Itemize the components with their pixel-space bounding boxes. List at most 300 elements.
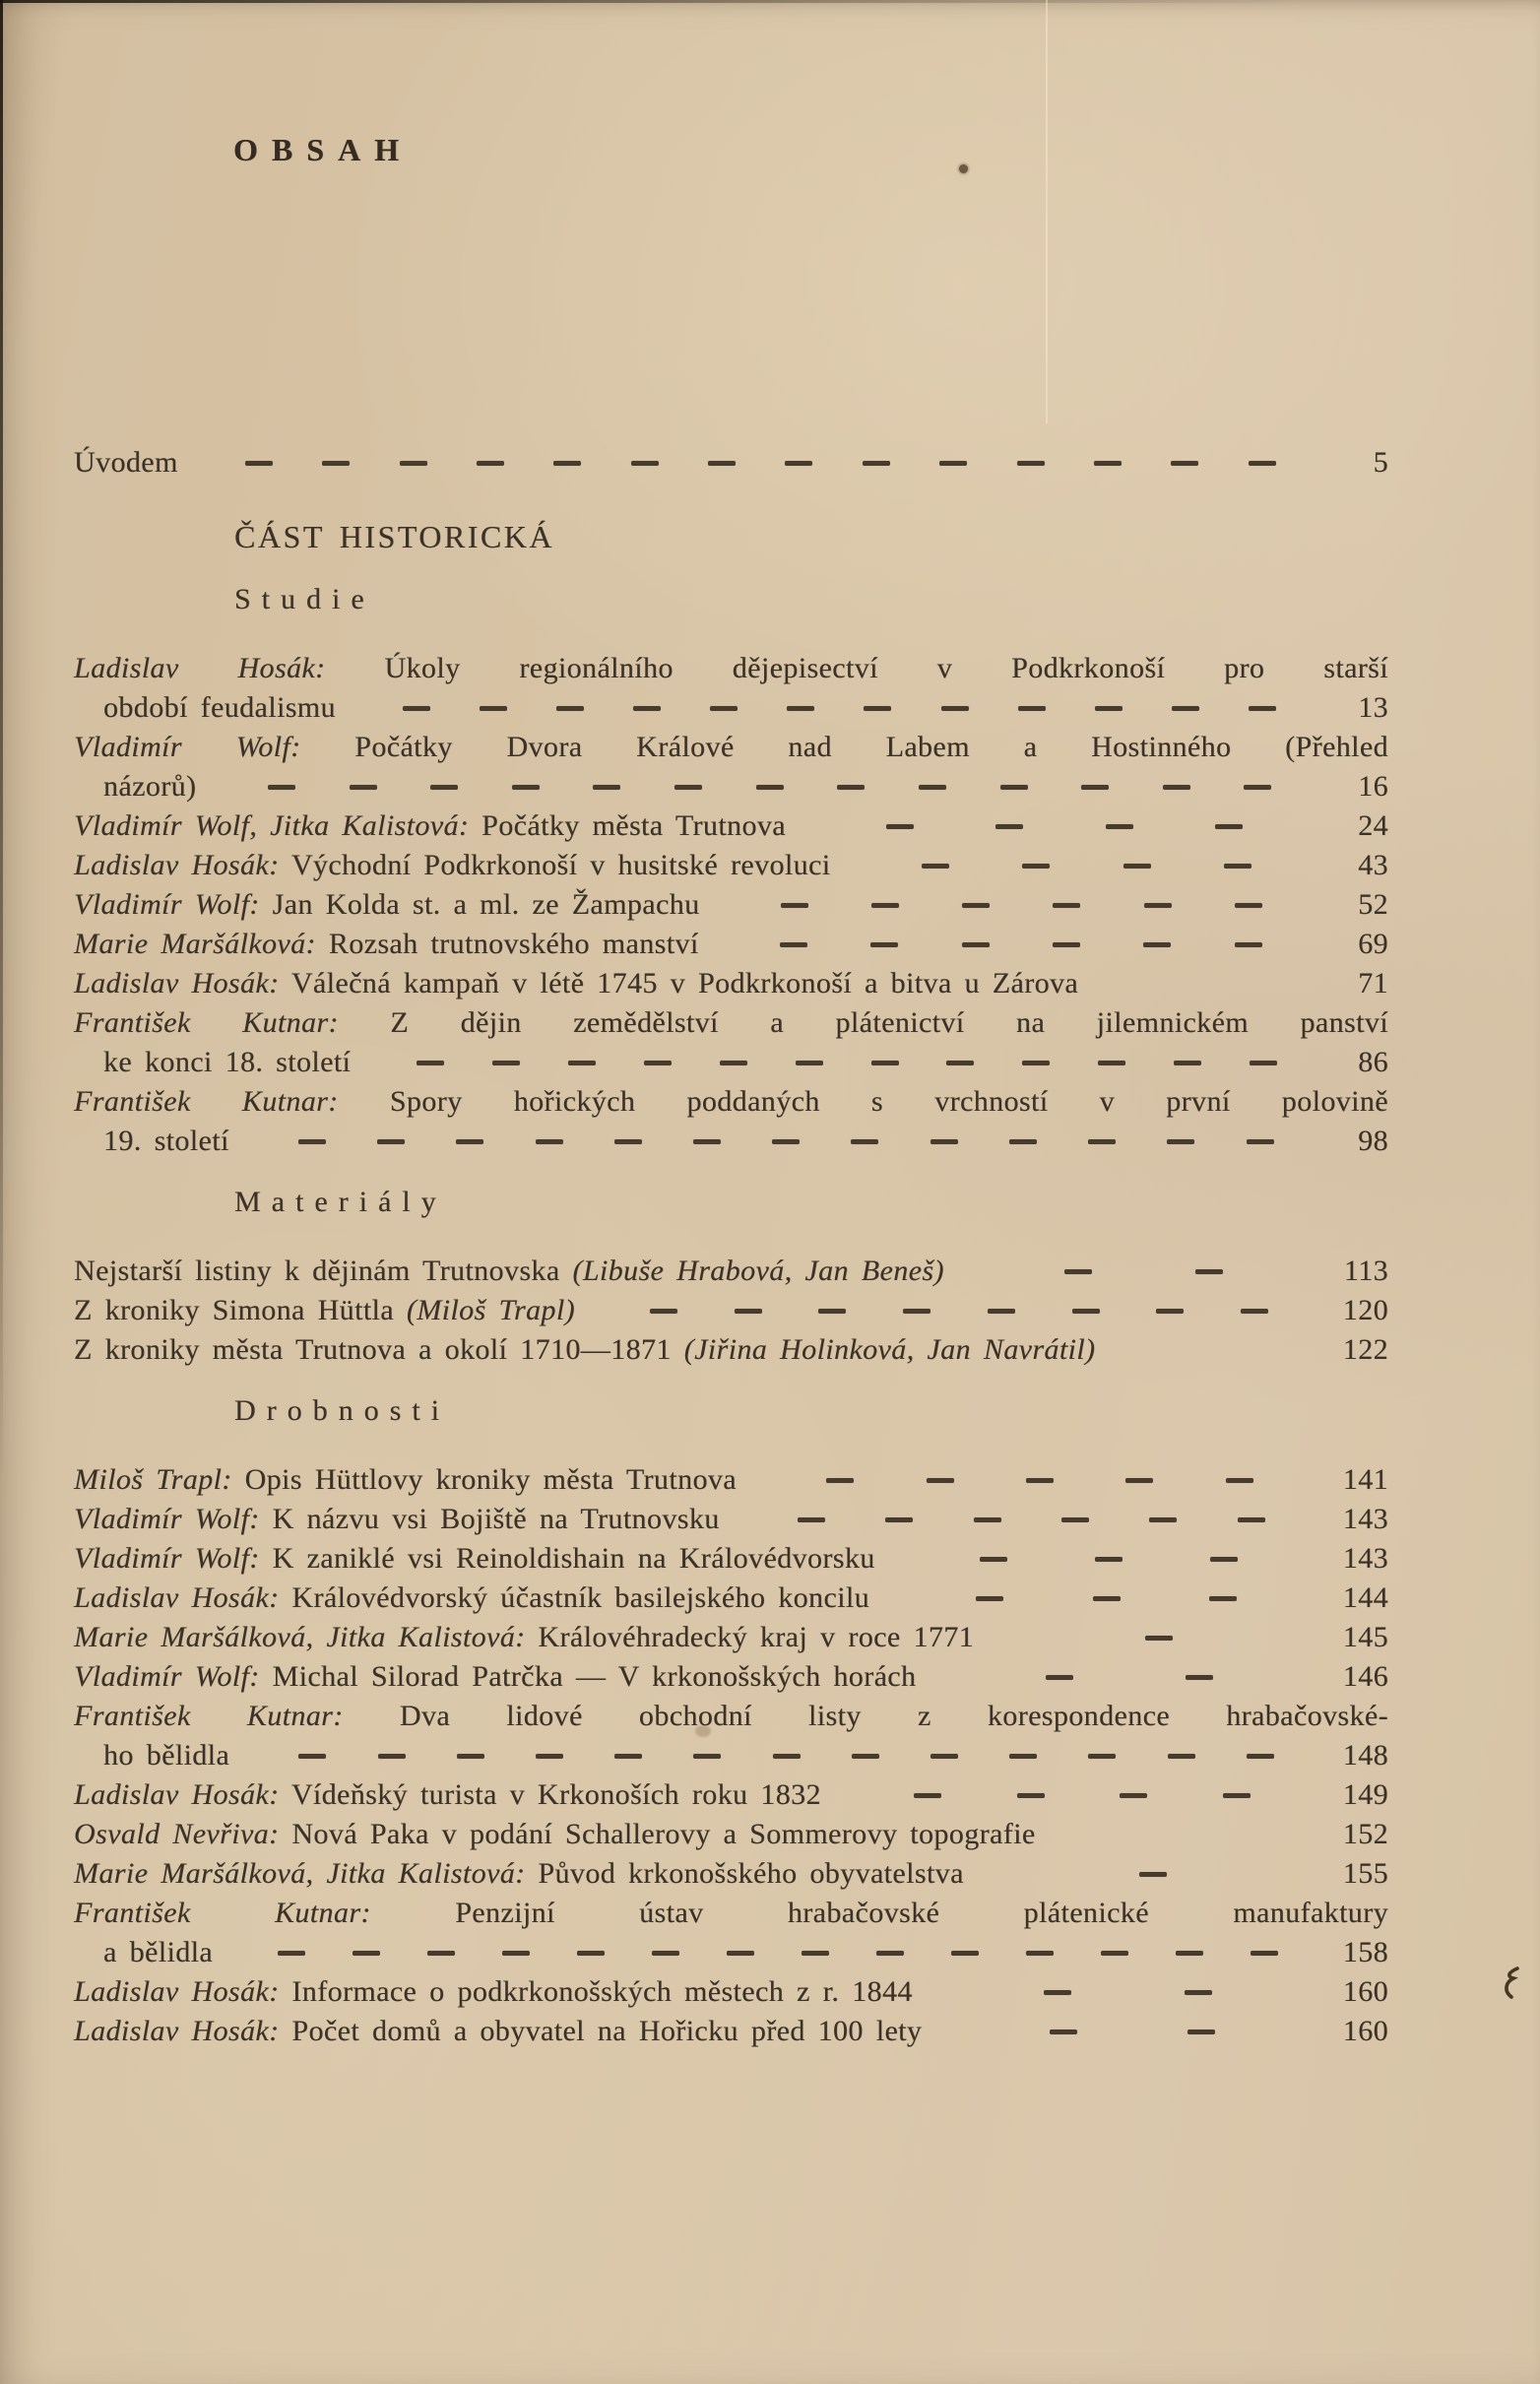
leader-dash — [1106, 824, 1133, 829]
entry-text — [74, 1657, 916, 1697]
leader-dash — [871, 903, 899, 908]
toc-line — [74, 1894, 1388, 1933]
dot-leader — [1096, 964, 1325, 1003]
toc-line — [74, 1500, 1388, 1539]
leader-dash — [652, 1951, 679, 1956]
leader-dash — [939, 461, 967, 466]
leader-dash — [1022, 1061, 1050, 1065]
author-name: Vladimír Wolf: — [74, 1542, 260, 1575]
leader-dash — [674, 785, 702, 790]
page-number: 143 — [1342, 1542, 1388, 1575]
leader-dash — [1044, 1990, 1071, 1995]
entry-text — [103, 1736, 229, 1775]
toc-entry — [74, 964, 1388, 1003]
leader-dash — [1167, 1139, 1194, 1144]
dot-leader — [754, 1460, 1325, 1500]
leader-dash — [1174, 1061, 1201, 1065]
entry-text — [74, 1085, 1388, 1118]
entry-text — [74, 1775, 821, 1815]
page-number: 16 — [1358, 770, 1388, 803]
leader-dash — [1235, 903, 1262, 908]
dot-leader — [717, 925, 1325, 964]
leader-dash — [1144, 903, 1172, 908]
leader-dash — [1249, 706, 1276, 711]
leader-dash — [863, 461, 890, 466]
dot-leader — [962, 1252, 1325, 1291]
toc-line — [74, 1618, 1388, 1657]
author-name: František Kutnar: — [74, 1897, 371, 1929]
leader-dash — [780, 942, 807, 947]
entry-title-text: Úkoly regionálního dějepisectví v Podkrkonoší pro starší — [325, 652, 1388, 684]
leader-dash — [278, 1951, 305, 1956]
leader-dash — [980, 1557, 1007, 1562]
dot-leader — [933, 1657, 1325, 1697]
leader-dash — [492, 1061, 520, 1065]
leader-dash — [1009, 1754, 1037, 1759]
toc-line — [74, 767, 1388, 806]
leader-dash — [946, 1061, 974, 1065]
author-name: Ladislav Hosák: — [74, 1581, 280, 1614]
page-number: 52 — [1358, 888, 1388, 921]
leader-dash — [826, 1478, 854, 1483]
toc-entry — [74, 806, 1388, 846]
entry-text — [74, 1897, 1388, 1929]
toc-line — [74, 1003, 1388, 1043]
leader-dash — [377, 1139, 405, 1144]
toc-entry — [74, 1539, 1388, 1579]
leader-dash — [1123, 864, 1151, 869]
toc-entry — [74, 649, 1388, 728]
toc-line — [74, 1252, 1388, 1291]
leader-dash — [456, 1139, 483, 1144]
entry-text — [74, 885, 700, 925]
author-name: Vladimír Wolf: — [74, 1660, 260, 1693]
leader-dash — [756, 785, 784, 790]
author-name: Ladislav Hosák: — [74, 849, 280, 881]
leader-dash — [1046, 1675, 1073, 1680]
toc-line — [74, 1579, 1388, 1618]
leader-dash — [693, 1754, 721, 1759]
entry-title-text: Původ krkonošského obyvatelstva — [525, 1857, 964, 1890]
toc-line — [74, 443, 1388, 483]
dot-leader — [718, 885, 1325, 925]
leader-dash — [378, 1754, 406, 1759]
author-name: František Kutnar: — [74, 1085, 339, 1118]
leader-dash — [988, 1309, 1015, 1314]
leader-dash — [536, 1139, 563, 1144]
entry-text — [74, 1500, 720, 1539]
leader-dash — [353, 1951, 380, 1956]
entry-title-text: Počátky města Trutnova — [469, 809, 786, 842]
leader-dash — [720, 1061, 747, 1065]
toc-entry — [74, 1775, 1388, 1815]
leader-dash — [350, 785, 377, 790]
leader-dash — [403, 706, 430, 711]
author-name: Ladislav Hosák: — [74, 1778, 280, 1811]
author-name: Osvald Nevřiva: — [74, 1818, 280, 1850]
leader-dash — [593, 785, 620, 790]
toc-entry — [74, 1854, 1388, 1894]
toc-line — [74, 1933, 1388, 1972]
entry-title-text: Královédvorský účastník basilejského koncilu — [279, 1581, 870, 1614]
entry-text — [103, 1122, 229, 1161]
leader-dash — [1139, 1872, 1167, 1877]
leader-dash — [1251, 1951, 1278, 1956]
leader-dash — [1210, 1557, 1238, 1562]
entry-title-text: Nejstarší listiny k dějinám Trutnovska — [74, 1255, 573, 1287]
entry-title-text: K zaniklé vsi Reinoldishain na Královédvorsku — [259, 1542, 875, 1575]
toc-entry — [74, 1291, 1388, 1330]
leader-dash — [941, 706, 969, 711]
page-number: 98 — [1358, 1125, 1388, 1157]
page-number: 144 — [1342, 1581, 1388, 1614]
dot-leader — [1113, 1330, 1325, 1370]
toc-line — [74, 1330, 1388, 1370]
leader-dash — [1088, 1139, 1116, 1144]
leader-dash — [962, 903, 990, 908]
entry-text — [103, 688, 336, 728]
leader-dash — [1120, 1793, 1147, 1798]
toc-line — [74, 1291, 1388, 1330]
leader-dash — [1247, 1139, 1274, 1144]
entry-text — [74, 1815, 1036, 1854]
leader-dash — [951, 1951, 979, 1956]
toc-line — [74, 1122, 1388, 1161]
toc-line — [74, 1815, 1388, 1854]
leader-dash — [903, 1309, 930, 1314]
leader-dash — [796, 1061, 823, 1065]
leader-dash — [568, 1061, 596, 1065]
entry-text — [74, 443, 178, 483]
page-number: 152 — [1342, 1818, 1388, 1850]
toc-line — [74, 2012, 1388, 2051]
page-title: OBSAH — [233, 132, 414, 167]
entry-text — [103, 1043, 351, 1082]
leader-dash — [427, 1951, 455, 1956]
toc-line — [74, 1854, 1388, 1894]
toc-entry — [74, 1330, 1388, 1370]
leader-dash — [556, 706, 584, 711]
leader-dash — [727, 1951, 754, 1956]
dot-leader — [230, 1933, 1325, 1972]
leader-dash — [477, 461, 504, 466]
leader-dash — [1247, 1754, 1274, 1759]
entry-title-text: Rozsah trutnovského manství — [315, 928, 699, 960]
entry-text — [74, 731, 1388, 763]
leader-dash — [773, 1754, 801, 1759]
leader-dash — [512, 785, 540, 790]
leader-dash — [787, 706, 814, 711]
toc-entry — [74, 728, 1388, 806]
dot-leader — [1054, 1815, 1325, 1854]
leader-dash — [457, 1754, 484, 1759]
leader-dash — [614, 1139, 642, 1144]
entry-title-text: Počet domů a obyvatel na Hořicku před 100 lety — [279, 2015, 923, 2047]
leader-dash — [322, 461, 350, 466]
leader-dash — [693, 1139, 721, 1144]
toc-line — [74, 1697, 1388, 1736]
leader-dash — [802, 1951, 829, 1956]
page-number: 120 — [1342, 1294, 1388, 1326]
scan-edge-left — [0, 0, 3, 1478]
toc-line — [74, 649, 1388, 688]
leader-dash — [1009, 1139, 1037, 1144]
leader-dash — [1209, 1596, 1237, 1601]
dot-leader — [992, 1618, 1325, 1657]
leader-dash — [1195, 1269, 1223, 1274]
toc-line — [74, 1657, 1388, 1697]
leader-dash — [577, 1951, 605, 1956]
leader-dash — [245, 461, 273, 466]
page-number: 141 — [1342, 1463, 1388, 1496]
entry-title-text: Informace o podkrkonošských městech z r. 1844 — [279, 1975, 913, 2008]
entry-text — [74, 652, 1388, 684]
leader-dash — [633, 706, 661, 711]
page-number: 143 — [1342, 1503, 1388, 1535]
leader-dash — [976, 1596, 1003, 1601]
entry-title-text: Penzijní ústav hrabačovské plátenické manufaktury — [370, 1897, 1388, 1929]
page-number: 86 — [1358, 1046, 1388, 1078]
author-name: Marie Maršálková, Jitka Kalistová: — [74, 1857, 526, 1890]
leader-dash — [502, 1951, 530, 1956]
page-number: 148 — [1342, 1739, 1388, 1772]
page-number: 13 — [1358, 691, 1388, 724]
toc-entry — [74, 1252, 1388, 1291]
entry-title-text: Počátky Dvora Králové nad Labem a Hostinného (Přehled — [300, 731, 1388, 763]
page-number: 113 — [1343, 1255, 1388, 1287]
entry-text — [74, 1291, 575, 1330]
entry-title-text: Opis Hüttlovy kroniky města Trutnova — [231, 1463, 737, 1496]
leader-dash — [1093, 1596, 1121, 1601]
author-name: Ladislav Hosák: — [74, 967, 280, 999]
leader-dash — [864, 706, 891, 711]
dot-leader — [738, 1500, 1325, 1539]
leader-dash — [1226, 1478, 1253, 1483]
toc-line — [74, 964, 1388, 1003]
toc-line — [74, 1972, 1388, 2012]
leader-dash — [298, 1139, 326, 1144]
dot-leader — [982, 1854, 1325, 1894]
toc-entry — [74, 1894, 1388, 1972]
toc-line — [74, 1460, 1388, 1500]
entry-title-text: Královéhradecký kraj v roce 1771 — [525, 1621, 975, 1653]
entry-text — [103, 767, 196, 806]
entry-text — [74, 806, 786, 846]
dot-leader — [214, 767, 1325, 806]
entry-text — [74, 964, 1078, 1003]
leader-dash — [1143, 942, 1171, 947]
leader-dash — [1088, 1754, 1116, 1759]
toc-entry — [74, 1579, 1388, 1618]
page-number: 155 — [1342, 1857, 1388, 1890]
page-number: 5 — [1373, 446, 1388, 479]
leader-dash — [650, 1309, 677, 1314]
page-number: 149 — [1342, 1778, 1388, 1811]
leader-dash — [1241, 1309, 1268, 1314]
entry-title-text: Úvodem — [74, 446, 178, 479]
entry-text — [74, 925, 699, 964]
leader-dash — [1017, 1793, 1045, 1798]
leader-dash — [1050, 2030, 1077, 2034]
leader-dash — [871, 1061, 899, 1065]
leader-dash — [417, 1061, 444, 1065]
page-number: 158 — [1342, 1936, 1388, 1968]
leader-dash — [798, 1517, 825, 1522]
toc-line — [74, 925, 1388, 964]
toc-line — [74, 846, 1388, 885]
ink-mark — [1501, 1965, 1526, 2006]
leader-dash — [995, 824, 1023, 829]
leader-dash — [1238, 1517, 1265, 1522]
page-number: 122 — [1342, 1333, 1388, 1366]
author-name: Vladimír Wolf: — [74, 888, 260, 921]
leader-dash — [268, 785, 295, 790]
toc-line — [74, 688, 1388, 728]
leader-dash — [1017, 461, 1045, 466]
leader-dash — [927, 1478, 954, 1483]
leader-dash — [708, 461, 736, 466]
entry-text — [74, 1460, 737, 1500]
toc-line — [74, 1539, 1388, 1579]
entry-text — [74, 1972, 913, 2012]
leader-dash — [1098, 1061, 1125, 1065]
leader-dash — [1022, 864, 1050, 869]
toc-entry — [74, 1618, 1388, 1657]
leader-dash — [1223, 1793, 1251, 1798]
dot-leader — [893, 1539, 1325, 1579]
leader-dash — [1072, 1309, 1100, 1314]
dot-leader — [196, 443, 1325, 483]
author-name: Miloš Trapl: — [74, 1463, 232, 1496]
leader-dash — [930, 1139, 958, 1144]
toc-line — [74, 728, 1388, 767]
leader-dash — [1064, 1269, 1092, 1274]
leader-dash — [922, 864, 949, 869]
leader-dash — [1000, 785, 1028, 790]
leader-dash — [1172, 706, 1199, 711]
dot-leader — [887, 1579, 1325, 1618]
author-name: (Miloš Trapl) — [406, 1294, 575, 1326]
leader-dash — [1026, 1478, 1054, 1483]
leader-dash — [1125, 1478, 1153, 1483]
leader-dash — [614, 1754, 642, 1759]
toc-entry — [74, 1972, 1388, 2012]
dot-leader — [930, 1972, 1325, 2012]
leader-dash — [1244, 785, 1271, 790]
leader-dash — [974, 1517, 1001, 1522]
dot-leader — [353, 688, 1325, 728]
author-name: Marie Maršálková: — [74, 928, 316, 960]
leader-dash — [1094, 461, 1122, 466]
toc-entry — [74, 1003, 1388, 1082]
leader-dash — [1171, 461, 1198, 466]
entry-text — [74, 1579, 869, 1618]
leader-dash — [886, 824, 914, 829]
author-name: Ladislav Hosák: — [74, 652, 326, 684]
leader-dash — [772, 1139, 800, 1144]
leader-dash — [1224, 864, 1251, 869]
entry-title-text: Michal Silorad Patrčka — V krkonošských horách — [259, 1660, 917, 1693]
leader-dash — [1061, 1517, 1089, 1522]
author-name: František Kutnar: — [74, 1700, 344, 1732]
dot-leader — [848, 846, 1325, 885]
dot-leader — [368, 1043, 1325, 1082]
leader-dash — [1168, 1754, 1195, 1759]
entry-title-text: 19. století — [103, 1125, 229, 1157]
section-heading: Studie — [234, 583, 375, 615]
leader-dash — [1215, 824, 1243, 829]
leader-dash — [631, 461, 659, 466]
toc-entry — [74, 846, 1388, 885]
leader-dash — [1026, 1951, 1054, 1956]
page-number: 145 — [1342, 1621, 1388, 1653]
leader-dash — [298, 1754, 326, 1759]
leader-dash — [710, 706, 738, 711]
entry-title-text: ke konci 18. století — [103, 1046, 352, 1078]
entry-title-text: Východní Podkrkonoší v husitské revoluci — [279, 849, 831, 881]
page-number: 71 — [1358, 967, 1388, 999]
entry-text — [74, 1854, 964, 1894]
entry-title-text: Z dějin zemědělství a plátenictví na jilemnickém panství — [338, 1006, 1388, 1039]
leader-dash — [1156, 1309, 1184, 1314]
toc-line — [74, 1736, 1388, 1775]
entry-title-text: Vídeňský turista v Krkonoších roku 1832 — [279, 1778, 821, 1811]
page-number: 24 — [1358, 809, 1388, 842]
author-name: Vladimír Wolf, Jitka Kalistová: — [74, 809, 470, 842]
toc-entry — [74, 885, 1388, 925]
leader-dash — [1018, 706, 1046, 711]
leader-dash — [1095, 1557, 1123, 1562]
toc-entry — [74, 443, 1388, 483]
dot-leader — [593, 1291, 1325, 1330]
entry-text — [74, 1330, 1095, 1370]
leader-dash — [785, 461, 812, 466]
leader-dash — [536, 1754, 563, 1759]
leader-dash — [1145, 1636, 1173, 1641]
leader-dash — [430, 785, 458, 790]
leader-dash — [1249, 461, 1276, 466]
leader-dash — [870, 942, 898, 947]
toc-entry — [74, 1500, 1388, 1539]
section-heading: Materiály — [234, 1186, 447, 1218]
leader-dash — [852, 1754, 879, 1759]
leader-dash — [885, 1517, 913, 1522]
entry-title-text: K názvu vsi Bojiště na Trutnovsku — [259, 1503, 720, 1535]
author-name: (Libuše Hrabová, Jan Beneš) — [572, 1255, 944, 1287]
entry-text — [74, 1006, 1388, 1039]
toc-line — [74, 1082, 1388, 1122]
table-of-contents — [74, 0, 1388, 2051]
leader-dash — [851, 1139, 878, 1144]
leader-dash — [876, 1951, 904, 1956]
leader-dash — [837, 785, 865, 790]
toc-entry — [74, 1082, 1388, 1161]
leader-dash — [930, 1754, 958, 1759]
page-number: 146 — [1342, 1660, 1388, 1693]
author-name: Vladimír Wolf: — [74, 1503, 260, 1535]
toc-entry — [74, 2012, 1388, 2051]
entry-title-text: Nová Paka v podání Schallerovy a Sommerovy topografie — [279, 1818, 1036, 1850]
dot-leader — [839, 1775, 1325, 1815]
leader-dash — [1095, 706, 1123, 711]
leader-dash — [781, 903, 808, 908]
leader-dash — [1101, 1951, 1128, 1956]
leader-dash — [1081, 785, 1109, 790]
entry-title-text: a bělidla — [103, 1936, 214, 1968]
entry-text — [74, 2012, 922, 2051]
dot-leader — [247, 1122, 1325, 1161]
entry-title-text: Dva lidové obchodní listy z korespondence hrabačovské- — [343, 1700, 1388, 1732]
